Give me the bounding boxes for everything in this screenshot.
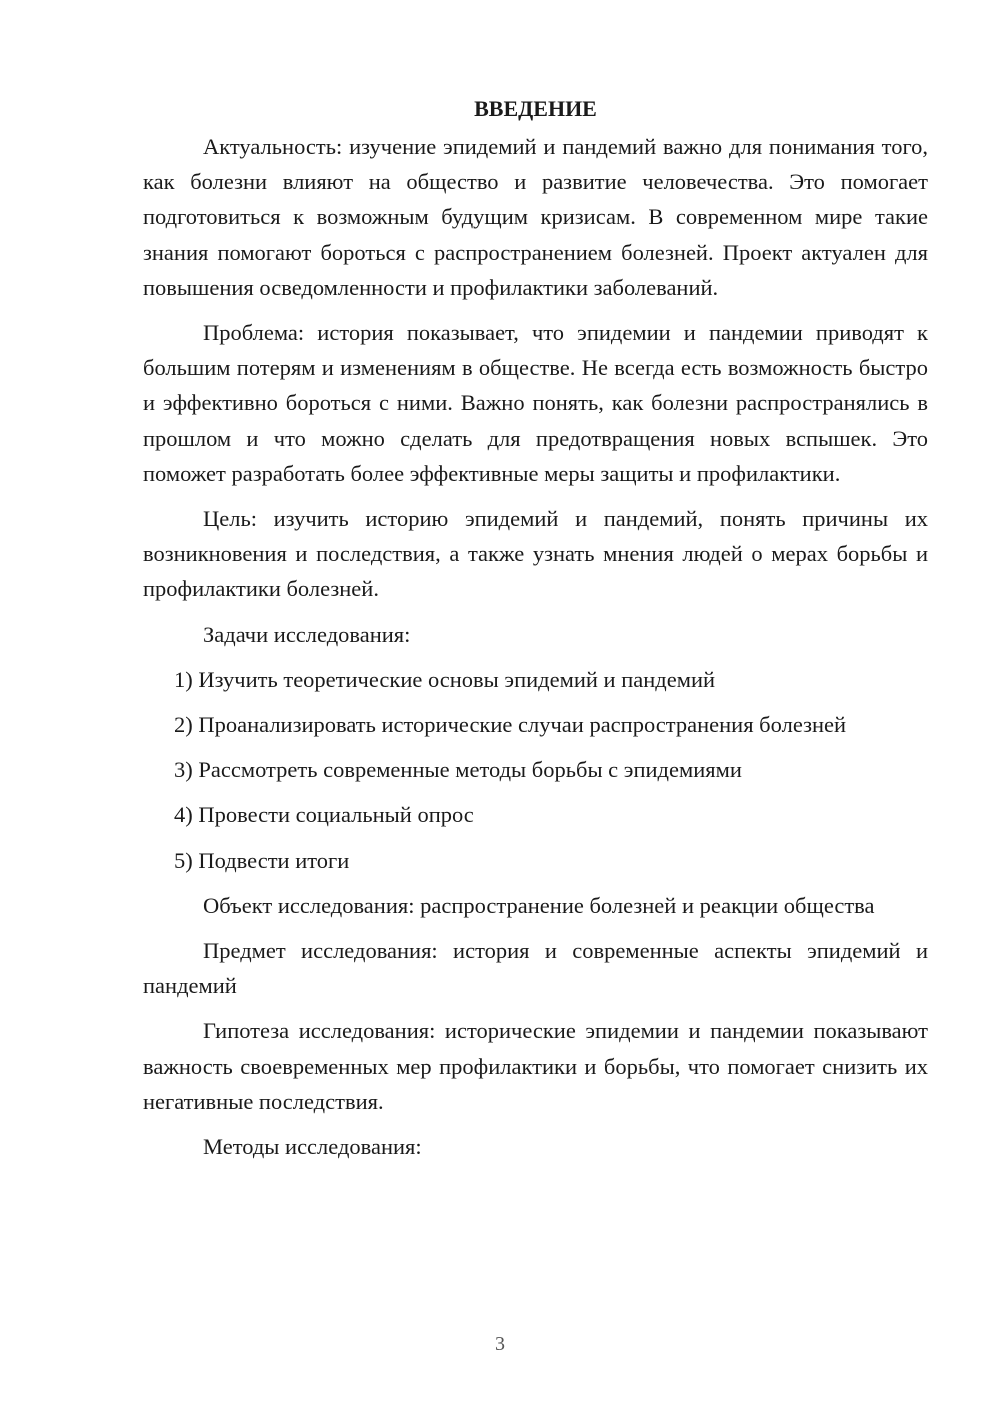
paragraph-goal: Цель: изучить историю эпидемий и пандемий, понять причины их возникновения и последствия, а также узнать мнения людей о мерах борьбы и профилактики болезней. (143, 506, 928, 602)
list-item: 3) Рассмотреть современные методы борьбы с эпидемиями (174, 757, 742, 783)
list-item: 5) Подвести итоги (174, 847, 350, 873)
list-item: 2) Проанализировать исторические случаи распространения болезней (174, 712, 847, 738)
paragraph-hypothesis: Гипотеза исследования: исторические эпидемии и пандемии показывают важность своевременных мер профилактики и борьбы, что помогает снизить их негативные последствия. (143, 1018, 928, 1114)
page-number: 3 (495, 1333, 505, 1355)
tasks-list (143, 662, 928, 878)
tasks-heading: Задачи исследования: (203, 621, 411, 647)
document-page (143, 88, 928, 1174)
list-item: 1) Изучить теоретические основы эпидемий и пандемий (174, 666, 716, 692)
paragraph-relevance: Актуальность: изучение эпидемий и пандемий важно для понимания того, как болезни влияют на общество и развитие человечества. Это помогает подготовиться к возможным будущим кризисам. В современном мире такие знания помогают бороться с распространением болезней. Проект актуален для повышения осведомленности и профилактики заболеваний. (143, 134, 928, 300)
paragraph-object: Объект исследования: распространение болезней и реакции общества (203, 892, 875, 918)
list-item: 4) Провести социальный опрос (174, 802, 474, 828)
section-title: ВВЕДЕНИЕ (474, 96, 597, 121)
paragraph-methods: Методы исследования: (203, 1134, 422, 1160)
paragraph-problem: Проблема: история показывает, что эпидемии и пандемии приводят к большим потерям и изменениям в обществе. Не всегда есть возможность быстро и эффективно бороться с ними. Важно понять, как болезни распространялись в прошлом и что можно сделать для предотвращения новых вспышек. Это поможет разработать более эффективные меры защиты и профилактики. (143, 320, 928, 486)
paragraph-subject: Предмет исследования: история и современные аспекты эпидемий и пандемий (143, 938, 928, 999)
